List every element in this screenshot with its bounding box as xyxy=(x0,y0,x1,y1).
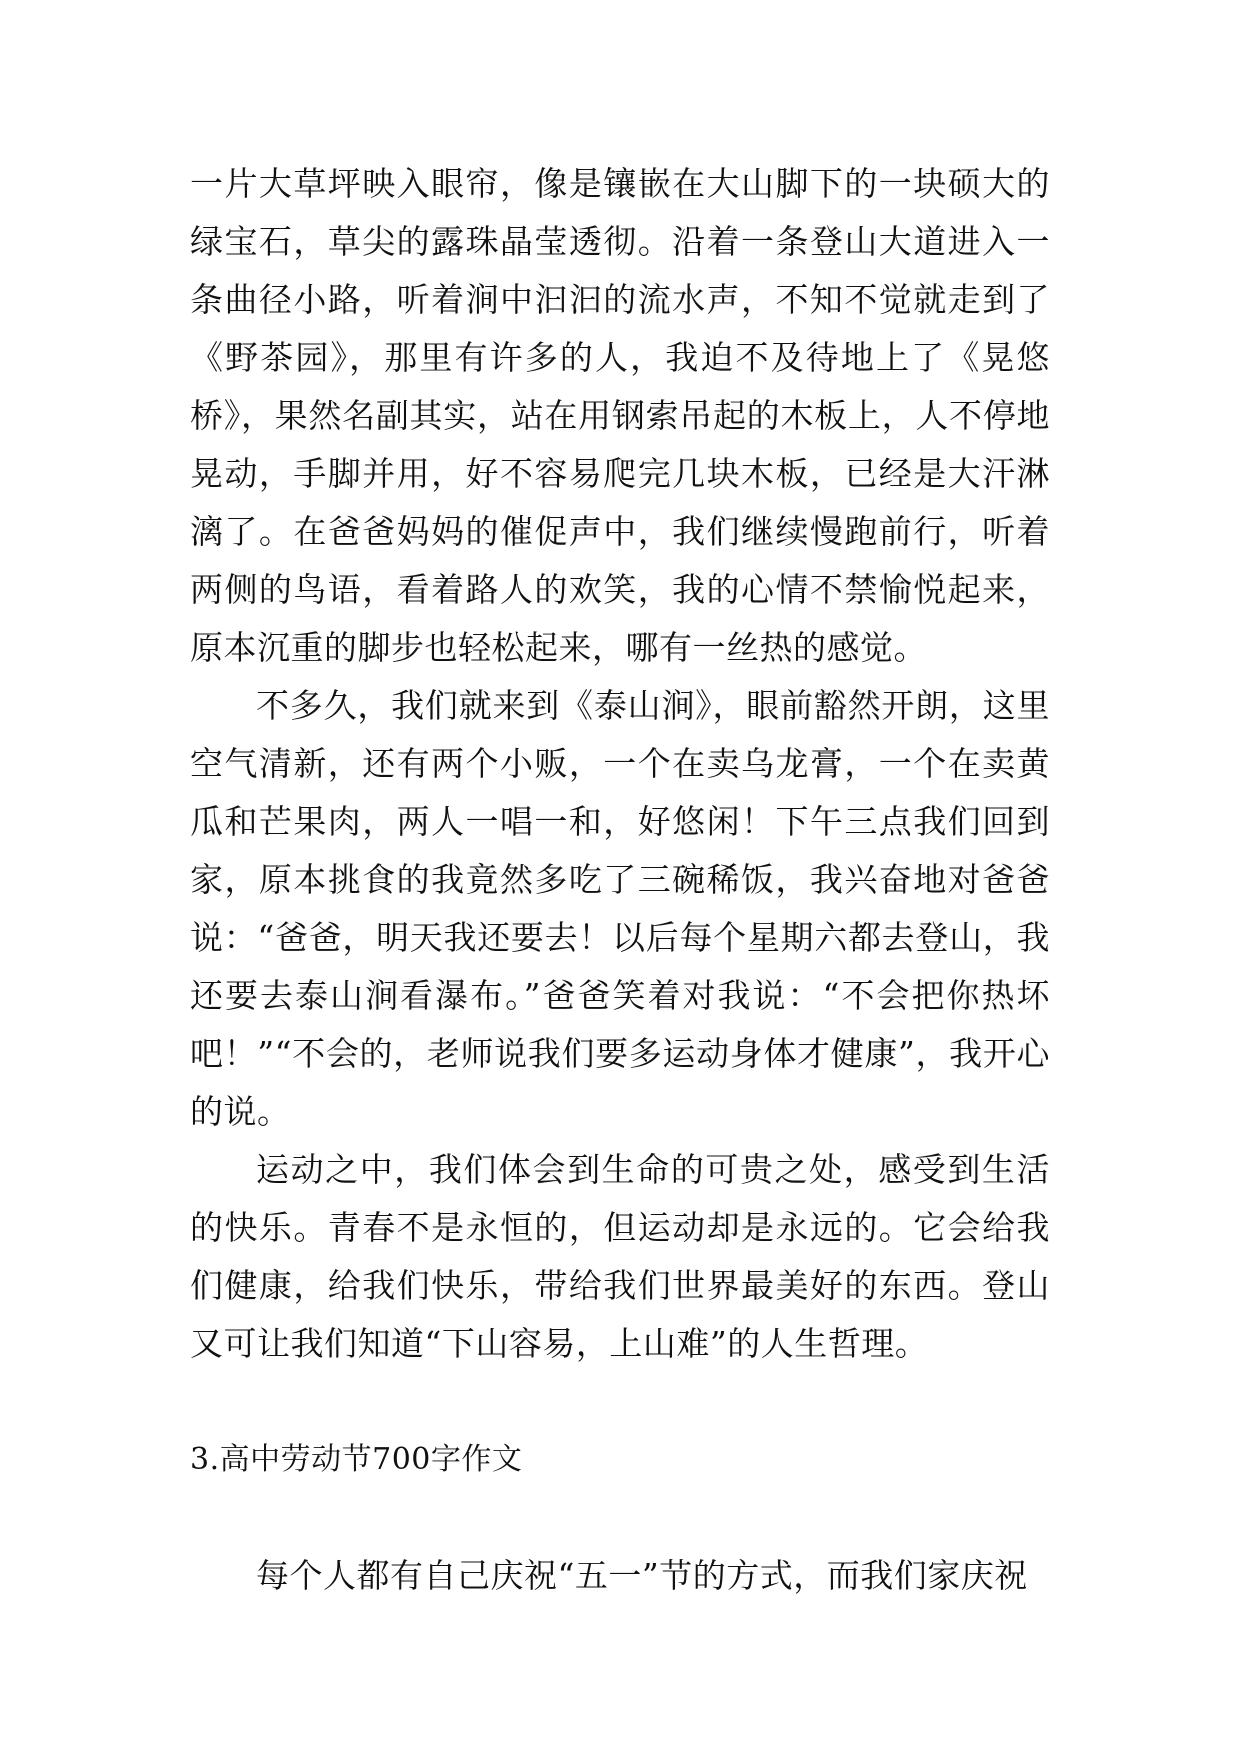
paragraph-4: 每个人都有自己庆祝“五一”节的方式，而我们家庆祝 xyxy=(256,1556,1028,1595)
paragraph-2: 不多久，我们就来到《泰山涧》，眼前豁然开朗，这里空气清新，还有两个小贩，一个在卖乌龙膏，一个在卖黄瓜和芒果肉，两人一唱一和，好悠闲！下午三点我们回到家，原本挑食的我竟然多吃了三碗稀饭，我兴奋地对爸爸说：“爸爸，明天我还要去！以后每个星期六都去登山，我还要去泰山涧看瀑布。”爸爸笑着对我说：“不会把你热坏吧！”“不会的，老师说我们要多运动身体才健康”，我开心的说。 xyxy=(190,686,1050,1131)
document-page xyxy=(190,155,1050,1605)
paragraph-1: 一片大草坪映入眼帘，像是镶嵌在大山脚下的一块硕大的绿宝石，草尖的露珠晶莹透彻。沿着一条登山大道进入一条曲径小路，听着涧中汩汩的流水声，不知不觉就走到了《野茶园》，那里有许多的人，我迫不及待地上了《晃悠桥》，果然名副其实，站在用钢索吊起的木板上，人不停地晃动，手脚并用，好不容易爬完几块木板，已经是大汗淋漓了。在爸爸妈妈的催促声中，我们继续慢跑前行，听着两侧的鸟语，看着路人的欢笑，我的心情不禁愉悦起来，原本沉重的脚步也轻松起来，哪有一丝热的感觉。 xyxy=(190,164,1050,667)
spacer xyxy=(190,1373,1050,1431)
section-heading: 3.高中劳动节700字作文 xyxy=(190,1442,523,1477)
paragraph-3: 运动之中，我们体会到生命的可贵之处，感受到生活的快乐。青春不是永恒的，但运动却是永远的。它会给我们健康，给我们快乐，带给我们世界最美好的东西。登山又可让我们知道“下山容易，上山难”的人生哲理。 xyxy=(190,1150,1050,1363)
spacer xyxy=(190,1489,1050,1547)
